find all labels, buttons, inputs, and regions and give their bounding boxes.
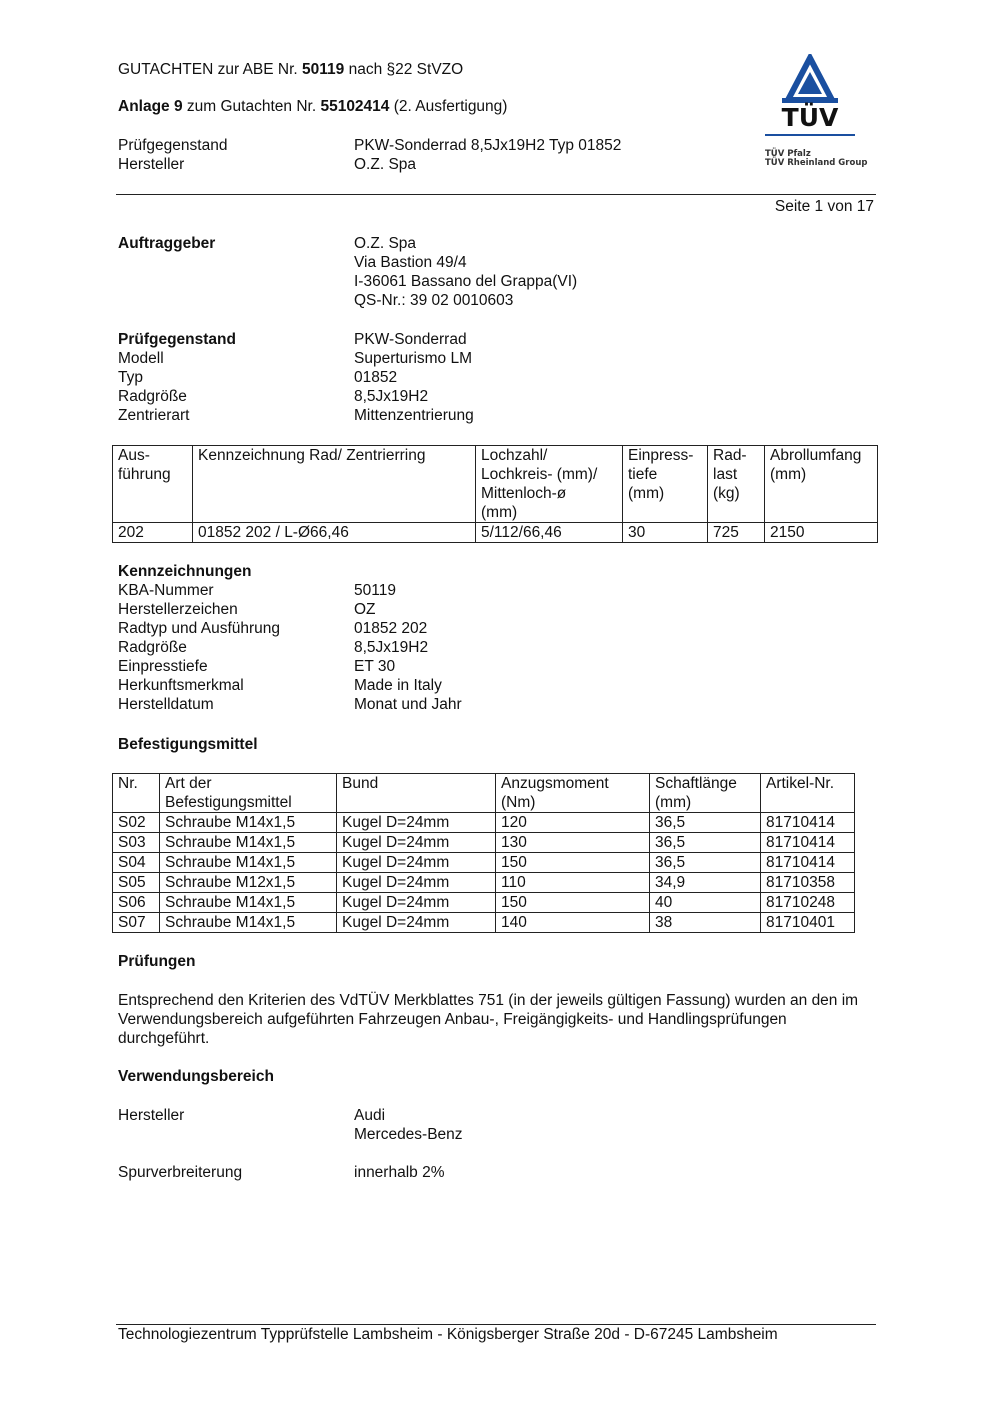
table-cell: S03 (113, 833, 160, 853)
table-cell: 81710414 (761, 813, 855, 833)
bef-header-cell: Nr. (113, 774, 160, 813)
kennzeichnungen-title: Kennzeichnungen (118, 563, 252, 580)
table-row (113, 523, 878, 543)
table-cell: 110 (496, 873, 650, 893)
table-cell: Schraube M14x1,5 (160, 813, 337, 833)
bef-header-cell: Bund (337, 774, 496, 813)
table-cell: Kugel D=24mm (337, 893, 496, 913)
rad-table (112, 445, 878, 543)
header-hersteller-value: O.Z. Spa (354, 156, 417, 173)
table-cell: Kugel D=24mm (337, 913, 496, 933)
pruefungen-title: Prüfungen (118, 953, 196, 970)
table-cell: 01852 202 / L-Ø66,46 (193, 523, 476, 543)
kennzeichnungen-labels: Kennzeichnungen KBA-Nummer Herstellerzeichen Radtyp und Ausführung Radgröße Einpresstiefe Herkunftsmerkmal Herstelldatum (118, 563, 281, 713)
table-cell: Schraube M14x1,5 (160, 913, 337, 933)
table-cell: 5/112/66,46 (476, 523, 623, 543)
pruefgegenstand-labels: Prüfgegenstand Modell Typ Radgröße Zentrierart (118, 331, 236, 424)
footer-text: Technologiezentrum Typprüfstelle Lambsheim - Königsberger Straße 20d - D-67245 Lambsheim (118, 1326, 778, 1343)
table-cell: 81710414 (761, 833, 855, 853)
table-cell: S07 (113, 913, 160, 933)
pruefungen-text: Entsprechend den Kriterien des VdTÜV Merkblattes 751 (in der jeweils gültigen Fassung) wurden an den im Verwendungsbereich aufgeführten Fahrzeugen Anbau-, Freigängigkeits- und Handlingsprüfungen durchgeführt. (118, 992, 859, 1047)
rad-header-cell: Lochzahl/ Lochkreis- (mm)/ Mittenloch-ø (mm) (476, 446, 623, 523)
table-cell: 81710358 (761, 873, 855, 893)
rad-header-cell: Aus- führung (113, 446, 193, 523)
table-cell: 36,5 (650, 833, 761, 853)
table-row (113, 813, 855, 833)
logo-sub-1: TÜV Pfalz (765, 149, 811, 159)
table-cell: 34,9 (650, 873, 761, 893)
header-hersteller-label: Hersteller (118, 156, 185, 173)
spur-label: Spurverbreiterung (118, 1164, 243, 1181)
verwendung-title: Verwendungsbereich (118, 1068, 274, 1085)
table-cell: 150 (496, 853, 650, 873)
table-cell: 2150 (765, 523, 878, 543)
bef-header-cell: Artikel-Nr. (761, 774, 855, 813)
befestigung-table (112, 773, 855, 933)
table-cell: S06 (113, 893, 160, 913)
logo-sub-2: TÜV Rheinland Group (765, 158, 868, 168)
bef-header-cell: Schaftlänge (mm) (650, 774, 761, 813)
table-cell: 120 (496, 813, 650, 833)
table-cell: S02 (113, 813, 160, 833)
rad-header-cell: Einpress- tiefe (mm) (623, 446, 708, 523)
table-cell: 38 (650, 913, 761, 933)
auftraggeber-label: Auftraggeber (118, 235, 216, 252)
table-cell: Kugel D=24mm (337, 813, 496, 833)
header-pruef-label: Prüfgegenstand (118, 137, 228, 154)
verwendung-hersteller-label: Hersteller (118, 1107, 185, 1124)
rad-header-cell: Kennzeichnung Rad/ Zentrierring (193, 446, 476, 523)
befestigung-table-header (113, 774, 855, 813)
table-cell: Schraube M14x1,5 (160, 853, 337, 873)
table-cell: Kugel D=24mm (337, 873, 496, 893)
table-row (113, 913, 855, 933)
table-cell: Kugel D=24mm (337, 833, 496, 853)
table-cell: 36,5 (650, 853, 761, 873)
rad-header-cell: Rad- last (kg) (708, 446, 765, 523)
bef-header-cell: Anzugsmoment (Nm) (496, 774, 650, 813)
bef-header-cell: Art der Befestigungsmittel (160, 774, 337, 813)
table-cell: 725 (708, 523, 765, 543)
table-cell: 40 (650, 893, 761, 913)
spur-value: innerhalb 2% (354, 1164, 445, 1181)
table-row (113, 873, 855, 893)
table-cell: 81710414 (761, 853, 855, 873)
befestigung-title: Befestigungsmittel (118, 736, 258, 753)
table-row (113, 853, 855, 873)
table-cell: S05 (113, 873, 160, 893)
header-divider (116, 194, 876, 195)
table-cell: Schraube M12x1,5 (160, 873, 337, 893)
table-cell: 81710401 (761, 913, 855, 933)
pruefgegenstand-values: PKW-Sonderrad Superturismo LM 01852 8,5Jx19H2 Mittenzentrierung (354, 331, 474, 424)
tuev-logo (762, 54, 868, 174)
header-pruef-value: PKW-Sonderrad 8,5Jx19H2 Typ 01852 (354, 137, 622, 154)
table-cell: 81710248 (761, 893, 855, 913)
table-cell: S04 (113, 853, 160, 873)
header-line-2: Anlage 9 zum Gutachten Nr. 55102414 (2. Ausfertigung) (118, 98, 508, 115)
table-cell: Schraube M14x1,5 (160, 893, 337, 913)
table-cell: Kugel D=24mm (337, 853, 496, 873)
table-cell: Schraube M14x1,5 (160, 833, 337, 853)
auftraggeber-address: O.Z. Spa Via Bastion 49/4 I-36061 Bassano del Grappa(VI) QS-Nr.: 39 02 0010603 (354, 235, 578, 309)
table-row (113, 893, 855, 913)
table-cell: 140 (496, 913, 650, 933)
verwendung-hersteller-values: Audi Mercedes-Benz (354, 1107, 463, 1143)
kennzeichnungen-values: 50119 OZ 01852 202 8,5Jx19H2 ET 30 Made in Italy Monat und Jahr (354, 582, 462, 713)
table-cell: 150 (496, 893, 650, 913)
table-cell: 130 (496, 833, 650, 853)
table-cell: 36,5 (650, 813, 761, 833)
header-line-1: GUTACHTEN zur ABE Nr. 50119 nach §22 StVZO (118, 61, 464, 78)
logo-text: TÜV (781, 103, 839, 132)
rad-table-header (113, 446, 878, 523)
table-cell: 30 (623, 523, 708, 543)
page-number: Seite 1 von 17 (774, 198, 874, 215)
table-row (113, 833, 855, 853)
table-cell: 202 (113, 523, 193, 543)
rad-header-cell: Abrollumfang (mm) (765, 446, 878, 523)
logo-underline (765, 134, 855, 136)
